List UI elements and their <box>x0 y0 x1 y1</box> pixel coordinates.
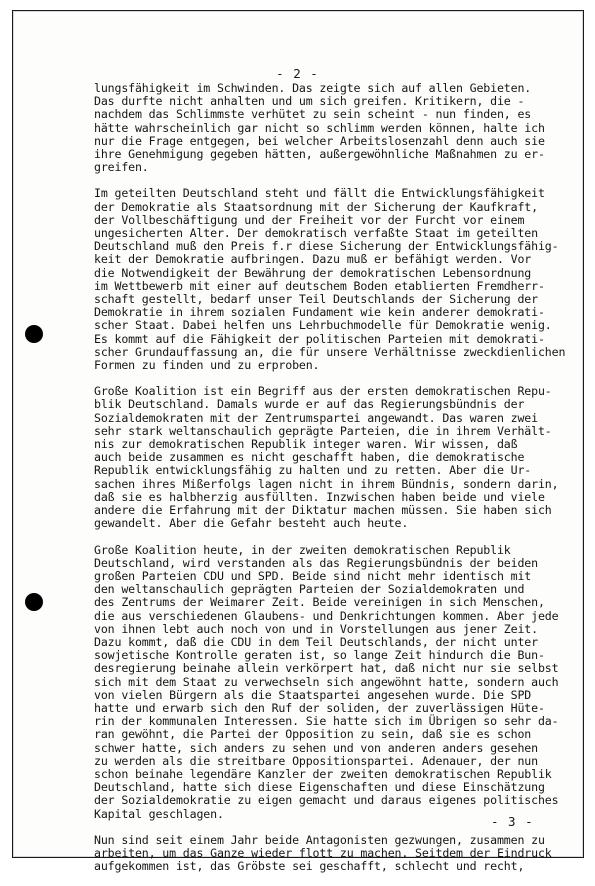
text-line: ungesicherten Alter. Der demokratisch verfaßte Staat im geteilten <box>94 226 538 241</box>
text-line: Formen zu finden und zu erproben. <box>94 358 320 373</box>
text-line: die aus verschiedenen Glaubens- und Denkrichtungen kommen. Aber jede <box>94 608 559 623</box>
text-line: Deutschland, wird verstanden als das Regierungsbündnis der beiden <box>94 555 538 570</box>
text-line: hatte und erwarb sich den Ruf der soliden, der zuverlässigen Hüte- <box>94 700 545 715</box>
paragraph <box>94 187 582 372</box>
text-line: großen Parteien CDU und SPD. Beide sind nicht mehr identisch mit <box>94 568 532 583</box>
text-line: im Wettbewerb mit einer auf deutschem Boden etablierten Fremdherr- <box>94 278 545 293</box>
text-line: Sozialdemokraten mit der Zentrumspartei angewandt. Das waren zwei <box>94 410 538 425</box>
text-line: Es kommt auf die Fähigkeit der politischen Parteien mit demokrati- <box>94 331 545 346</box>
paragraph <box>94 82 582 174</box>
next-page-marker: - 3 - <box>491 814 534 829</box>
text-line: nis zur demokratischen Republik integer waren. Wir wissen, daß <box>94 437 518 452</box>
text-line: nur die Frage entgegen, bei welcher Arbeitslosenzahl denn auch sie <box>94 133 545 148</box>
text-line: der Vollbeschäftigung und der Freiheit vor der Furcht vor einem <box>94 212 525 227</box>
text-line: scher Grundauffassung an, die für unsere Verhältnisse zweckdienlichen <box>94 344 566 359</box>
text-line: Demokratie in ihrem sozialen Fundament wie kein anderer demokrati- <box>94 305 545 320</box>
text-line: daß sie es halbherzig ausfüllten. Inzwischen haben beide und viele <box>94 489 545 504</box>
text-line: Im geteilten Deutschland steht und fällt die Entwicklungsfähigkeit <box>94 186 545 201</box>
text-line: auch beide zusammen es nicht geschafft haben, die demokratische <box>94 450 525 465</box>
text-line: von vielen Bürgern als die Staatspartei angesehen wurde. Die SPD <box>94 687 532 702</box>
text-line: Große Koalition heute, in der zweiten demokratischen Republik <box>94 542 511 557</box>
punch-hole <box>25 593 43 611</box>
text-line: Das durfte nicht anhalten und um sich greifen. Kritikern, die - <box>94 94 525 109</box>
text-line: blik Deutschland. Damals wurde er auf das Regierungsbündnis der <box>94 397 525 412</box>
text-line: lungsfähigkeit im Schwinden. Das zeigte sich auf allen Gebieten. <box>94 81 532 95</box>
text-line: ran gewöhnt, die Partei der Opposition zu sein, daß sie es schon <box>94 727 532 742</box>
text-line: Große Koalition ist ein Begriff aus der ersten demokratischen Repu- <box>94 384 552 399</box>
text-line: aufgekommen ist, das Gröbste sei geschafft, schlecht und recht, <box>94 859 525 874</box>
text-line: hätte wahrscheinlich gar nicht so schlimm werden können, halte ich <box>94 120 545 135</box>
text-line: greifen. <box>94 160 149 175</box>
text-line: ihre Genehmigung gegeben hätten, außergewöhnliche Maßnahmen zu er- <box>94 147 545 162</box>
punch-hole <box>25 325 43 343</box>
text-line: Republik entwicklungsfähig zu halten und zu retten. Aber die Ur- <box>94 463 532 478</box>
text-line: desregierung beinahe allein verkörpert hat, daß nicht nur sie selbst <box>94 661 559 676</box>
document-body <box>94 82 582 886</box>
paragraph <box>94 544 582 821</box>
text-line: zu werden als die streitbare Oppositionspartei. Adenauer, der nun <box>94 753 538 768</box>
text-line: keit der Demokratie aufbringen. Dazu muß er befähigt werden. Vor <box>94 252 532 267</box>
text-line: sachen ihres Mißerfolgs lagen nicht in ihrem Bündnis, sondern darin, <box>94 476 559 491</box>
paragraph <box>94 385 582 530</box>
text-line: Deutschland muß den Preis f.r diese Sicherung der Entwicklungsfähig- <box>94 239 559 254</box>
text-line: Nun sind seit einem Jahr beide Antagonisten gezwungen, zusammen zu <box>94 832 545 847</box>
text-line: sich mit dem Staat zu verwechseln sich angewöhnt hatte, sondern auch <box>94 674 559 689</box>
text-line: Deutschland, hatte sich diese Eigenschaften und diese Einschätzung <box>94 780 545 795</box>
text-line: andere die Erfahrung mit der Diktatur machen müssen. Sie haben sich <box>94 503 552 518</box>
text-line: schaft gestellt, bedarf unser Teil Deutschlands der Sicherung der <box>94 292 538 307</box>
text-line: nachdem das Schlimmste verhütet zu sein scheint - nun finden, es <box>94 107 532 122</box>
text-line: schwer hatte, sich anders zu sehen und von anderen anders gesehen <box>94 740 538 755</box>
text-line: Kapital geschlagen. <box>94 806 224 821</box>
text-line: der Sozialdemokratie zu eigen gemacht und daraus eigenes politisches <box>94 793 559 808</box>
text-line: Dazu kommt, daß die CDU in dem Teil Deutschlands, der nicht unter <box>94 634 538 649</box>
paragraph <box>94 834 582 874</box>
text-line: des Zentrums der Weimarer Zeit. Beide vereinigen in sich Menschen, <box>94 595 545 610</box>
text-line: gewandelt. Aber die Gefahr besteht auch heute. <box>94 516 409 531</box>
page-number: - 2 - <box>276 66 319 81</box>
text-line: schon beinahe legendäre Kanzler der zweiten demokratischen Republik <box>94 766 552 781</box>
text-line: sehr stark weltanschaulich geprägte Parteien, die in ihrem Verhält- <box>94 423 552 438</box>
text-line: sowjetische Kontrolle geraten ist, so lange Zeit hindurch die Bun- <box>94 648 545 663</box>
text-line: den weltanschaulich geprägten Parteien der Sozialdemokraten und <box>94 582 525 597</box>
text-line: der Demokratie als Staatsordnung mit der Sicherung der Kaufkraft, <box>94 199 538 214</box>
text-line: die Notwendigkeit der Bewährung der demokratischen Lebensordnung <box>94 265 532 280</box>
text-line: rin der kommunalen Interessen. Sie hatte sich im Übrigen so sehr da- <box>94 714 559 729</box>
text-line: scher Staat. Dabei helfen uns Lehrbuchmodelle für Demokratie wenig. <box>94 318 552 333</box>
text-line: arbeiten, um das Ganze wieder flott zu machen. Seitdem der Eindruck <box>94 845 552 860</box>
text-line: von ihnen lebt auch noch von und in Vorstellungen aus jener Zeit. <box>94 621 538 636</box>
